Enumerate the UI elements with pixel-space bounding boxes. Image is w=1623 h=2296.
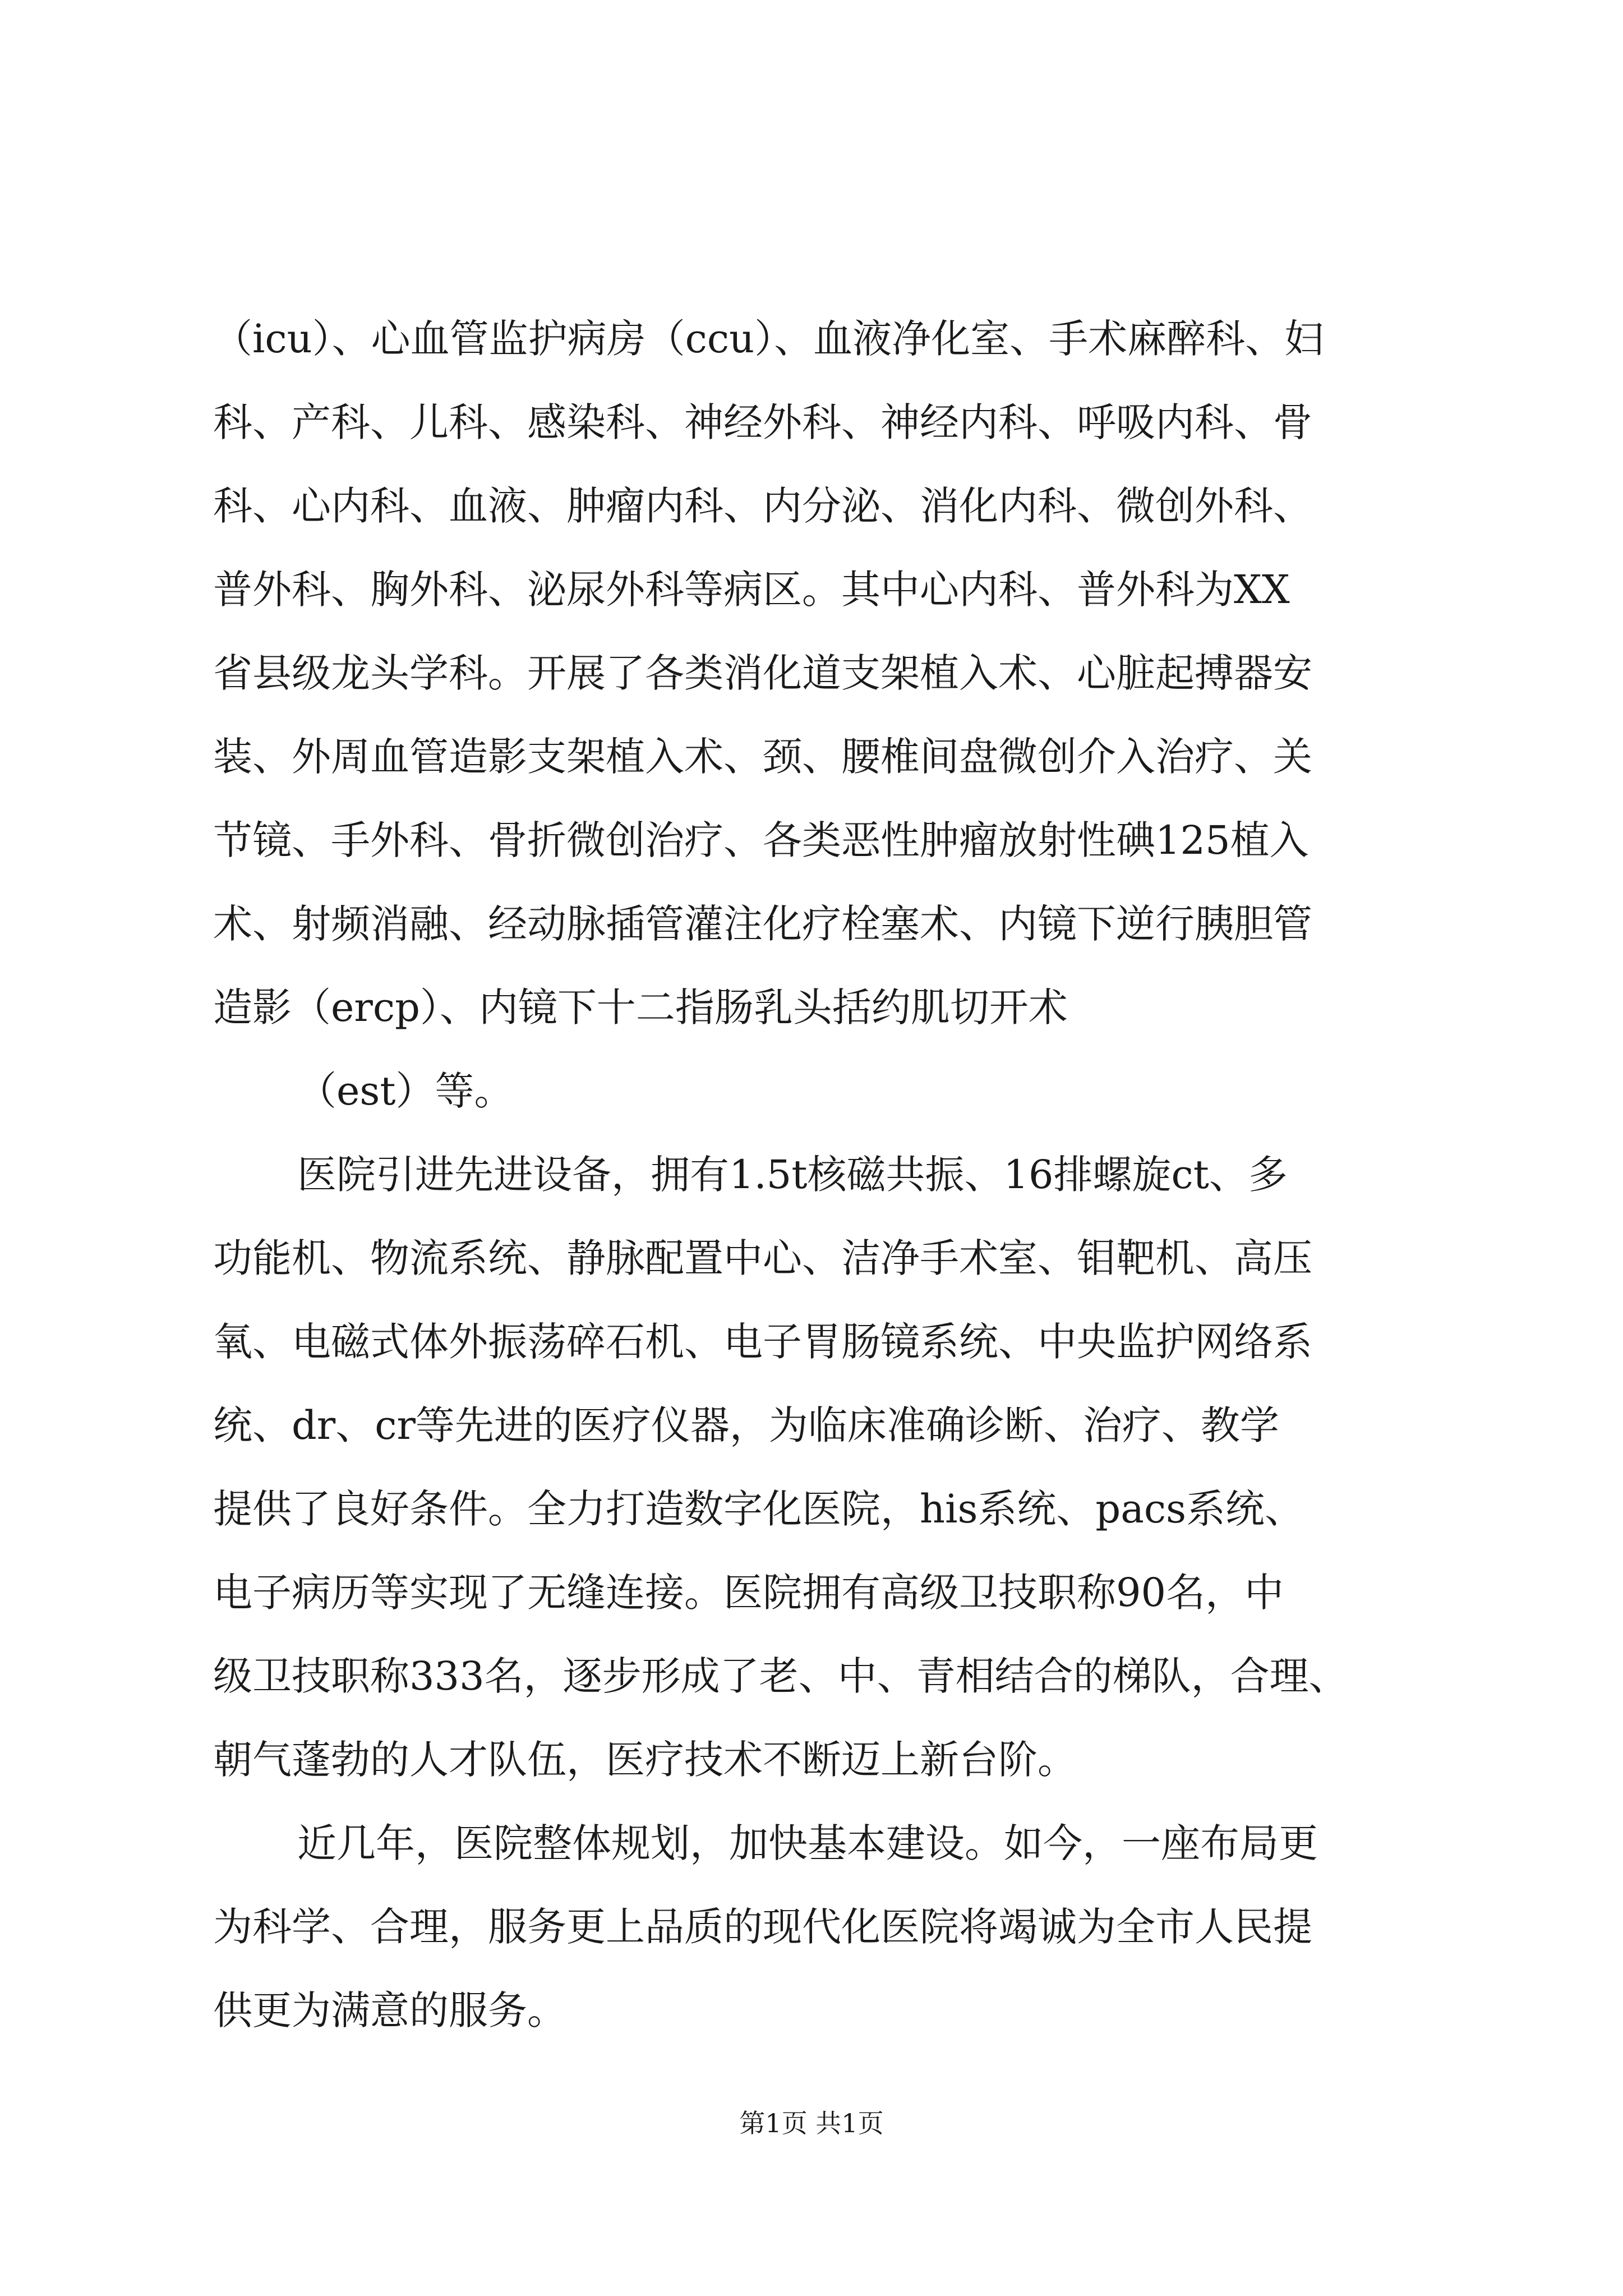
text-line-14: 统、dr、cr等先进的医疗仪器，为临床准确诊断、治疗、教学 [213, 1402, 1279, 1448]
text-line-16: 电子病历等实现了无缝连接。医院拥有高级卫技职称90名，中 [213, 1570, 1284, 1616]
text-line-6: 装、外周血管造影支架植入术、颈、腰椎间盘微创介入治疗、关 [213, 734, 1312, 780]
text-line-5: 省县级龙头学科。开展了各类消化道支架植入术、心脏起搏器安 [213, 650, 1312, 696]
text-line-21: 供更为满意的服务。 [213, 1987, 566, 2033]
text-line-18: 朝气蓬勃的人才队伍，医疗技术不断迈上新台阶。 [213, 1737, 1077, 1783]
text-line-13: 氧、电磁式体外振荡碎石机、电子胃肠镜系统、中央监护网络系 [213, 1319, 1312, 1365]
text-line-17: 级卫技职称333名，逐步形成了老、中、青相结合的梯队，合理、 [213, 1653, 1348, 1699]
text-line-12: 功能机、物流系统、静脉配置中心、洁净手术室、钼靶机、高压 [213, 1235, 1312, 1281]
text-line-7: 节镜、手外科、骨折微创治疗、各类恶性肿瘤放射性碘125植入 [213, 817, 1309, 863]
text-line-8: 术、射频消融、经动脉插管灌注化疗栓塞术、内镜下逆行胰胆管 [213, 901, 1312, 947]
text-line-4: 普外科、胸外科、泌尿外科等病区。其中心内科、普外科为XX [213, 567, 1290, 613]
text-line-9: 造影（ercp）、内镜下十二指肠乳头括约肌切开术 [213, 984, 1068, 1030]
text-line-3: 科、心内科、血液、肿瘤内科、内分泌、消化内科、微创外科、 [213, 483, 1312, 529]
text-line-19: 近几年，医院整体规划，加快基本建设。如今，一座布局更 [297, 1820, 1318, 1866]
text-line-20: 为科学、合理，服务更上品质的现代化医院将竭诚为全市人民提 [213, 1904, 1312, 1950]
text-line-15: 提供了良好条件。全力打造数字化医院，his系统、pacs系统、 [213, 1486, 1304, 1532]
text-line-11: 医院引进先进设备，拥有1.5t核磁共振、16排螺旋ct、多 [297, 1152, 1288, 1198]
text-line-2: 科、产科、儿科、感染科、神经外科、神经内科、呼吸内科、骨 [213, 399, 1312, 445]
body-text [213, 297, 1430, 2053]
text-line-10: （est）等。 [297, 1068, 514, 1114]
page-footer: 第1页 共1页 [739, 2108, 884, 2138]
text-line-1: （icu）、心血管监护病房（ccu）、血液净化室、手术麻醉科、妇 [213, 316, 1324, 362]
